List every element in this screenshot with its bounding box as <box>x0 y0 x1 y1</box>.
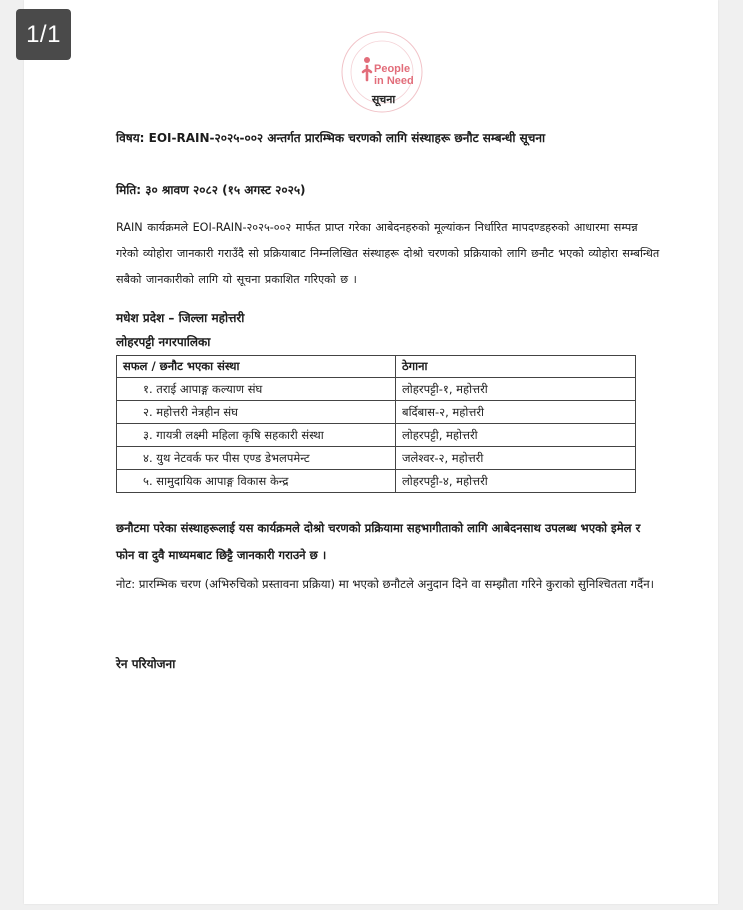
organization-address: बर्दिबास-२, महोत्तरी <box>396 401 636 424</box>
organization-name: ३. गायत्री लक्ष्मी महिला कृषि सहकारी संस्था <box>117 424 396 447</box>
date-line: मिति: ३० श्रावण २०८२ (१५ अगस्ट २०२५) <box>116 183 306 197</box>
closing-paragraph: छनौटमा परेका संस्थाहरूलाई यस कार्यक्रमले दोश्रो चरणको प्रक्रियामा सहभागीताको लागि आबेदनसाथ उपलब्ध भएको इमेल र फोन वा दुवै माध्यमबाट छिट्टै जानकारी गराउने छ । <box>116 521 641 562</box>
organization-address: लोहरपट्टी-४, महोत्तरी <box>396 470 636 493</box>
logo-line2: in Need <box>374 75 414 87</box>
table-row <box>117 424 636 447</box>
organization-name: १. तराई आपाङ्ग कल्याण संघ <box>117 378 396 401</box>
organization-name: ५. सामुदायिक आपाङ्ग विकास केन्द्र <box>117 470 396 493</box>
municipality-heading: लोहरपट्टी नगरपालिका <box>116 335 211 349</box>
column-header-organization: सफल / छनौट भएका संस्था <box>117 356 396 378</box>
people-in-need-logo <box>334 28 430 124</box>
organization-name: ४. युथ नेटवर्क फर पीस एण्ड डेभलपमेन्ट <box>117 447 396 470</box>
table-row <box>117 447 636 470</box>
table-row <box>117 401 636 424</box>
column-header-address: ठेगाना <box>396 356 636 378</box>
table-header-row <box>117 356 636 378</box>
table-row <box>117 470 636 493</box>
table-row <box>117 378 636 401</box>
selected-organizations-table <box>116 355 636 493</box>
intro-paragraph: RAIN कार्यक्रमले EOI-RAIN-२०२५-००२ मार्फत प्राप्त गरेका आबेदनहरुको मूल्यांकन निर्धारित मापदण्डहरुको आधारमा सम्पन्न गरेको व्योहोरा जानकारी गराउँदै सो प्रक्रियाबाट निम्नलिखित संस्थाहरू दोश्रो चरणको प्रक्रियाको लागि छनौट भएको व्योहोरा सम्बन्धित सबैको जानकारीको लागि यो सूचना प्रकाशित गरिएको छ । <box>116 221 660 286</box>
organization-address: लोहरपट्टी-१, महोत्तरी <box>396 378 636 401</box>
district-heading: मधेश प्रदेश – जिल्ला महोत्तरी <box>116 311 245 325</box>
organization-address: लोहरपट्टी, महोत्तरी <box>396 424 636 447</box>
page-counter: 1/1 <box>16 9 71 60</box>
logo-line1: People <box>374 63 411 75</box>
organization-address: जलेश्वर-२, महोत्तरी <box>396 447 636 470</box>
organization-name: २. महोत्तरी नेत्रहीन संघ <box>117 401 396 424</box>
note-paragraph: नोट: प्रारम्भिक चरण (अभिरुचिको प्रस्तावना प्रक्रिया) मा भएको छनौटले अनुदान दिने वा सम्झौता गरिने कुराको सुनिश्चितता गर्दैन। <box>116 577 655 591</box>
signature: रेन परियोजना <box>116 657 176 671</box>
document-page <box>24 0 718 904</box>
subject-line: विषय: EOI-RAIN-२०२५-००२ अन्तर्गत प्रारम्भिक चरणको लागि संस्थाहरू छनौट सम्बन्धी सूचना <box>116 131 546 145</box>
notice-title: सूचना <box>371 93 396 106</box>
